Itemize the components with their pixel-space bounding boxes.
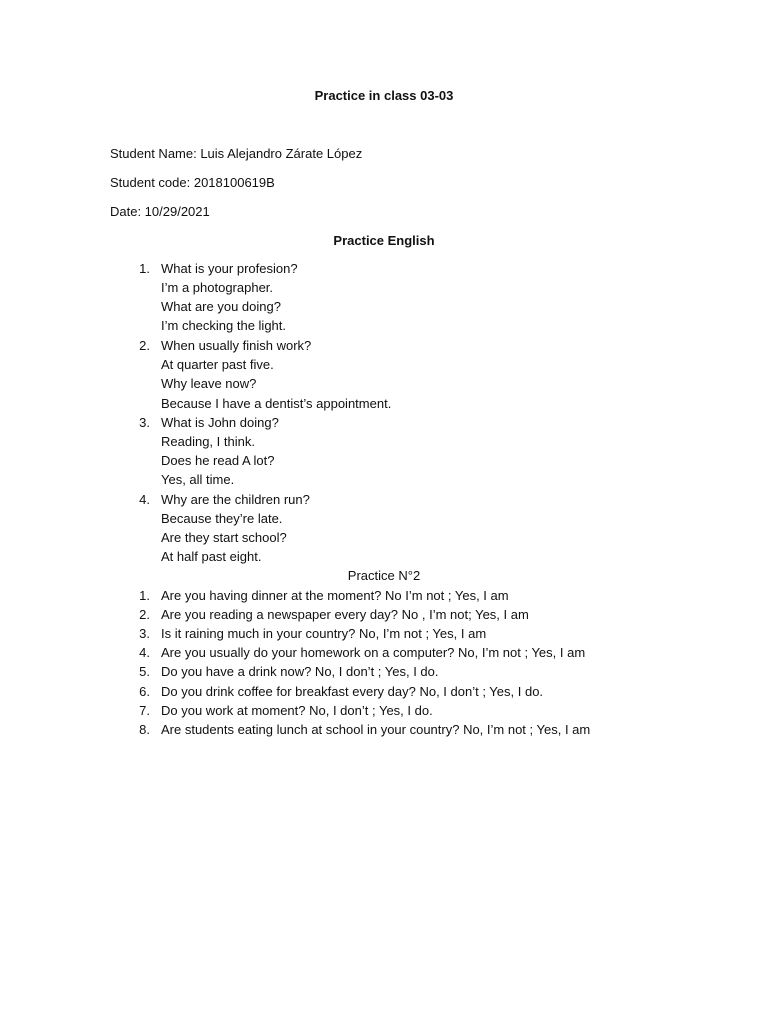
item-line: At half past eight. <box>161 549 262 564</box>
student-name-line: Student Name: Luis Alejandro Zárate López <box>110 146 363 161</box>
item-number: 3. <box>139 626 150 641</box>
item-line: I’m checking the light. <box>161 318 287 333</box>
item-number: 4. <box>139 645 150 660</box>
item-number: 1. <box>139 261 150 276</box>
item-line: Are they start school? <box>161 530 287 545</box>
item-line: Why leave now? <box>161 376 257 391</box>
item-line: Reading, I think. <box>161 434 255 449</box>
item-number: 3. <box>139 415 150 430</box>
item-text: Is it raining much in your country? No, I’m not ; Yes, I am <box>161 626 487 641</box>
item-line: Yes, all time. <box>161 472 235 487</box>
item-number: 1. <box>139 588 150 603</box>
item-number: 2. <box>139 607 150 622</box>
item-text: Do you work at moment? No, I don’t ; Yes, I do. <box>161 703 433 718</box>
item-line: What is John doing? <box>161 415 279 430</box>
item-number: 5. <box>139 664 150 679</box>
item-line: What are you doing? <box>161 299 281 314</box>
student-code-line: Student code: 2018100619B <box>110 175 275 190</box>
item-line: Because I have a dentist’s appointment. <box>161 396 392 411</box>
item-text: Do you have a drink now? No, I don’t ; Yes, I do. <box>161 664 439 679</box>
item-line: Does he read A lot? <box>161 453 275 468</box>
item-number: 7. <box>139 703 150 718</box>
item-line: At quarter past five. <box>161 357 274 372</box>
item-line: I’m a photographer. <box>161 280 274 295</box>
item-text: Are students eating lunch at school in your country? No, I’m not ; Yes, I am <box>161 722 591 737</box>
section1-heading: Practice English <box>333 233 435 248</box>
item-text: Are you having dinner at the moment? No I’m not ; Yes, I am <box>161 588 509 603</box>
item-line: Because they’re late. <box>161 511 283 526</box>
item-text: Are you reading a newspaper every day? No , I’m not; Yes, I am <box>161 607 529 622</box>
item-line: Why are the children run? <box>161 492 310 507</box>
section2-heading: Practice N°2 <box>347 568 421 583</box>
item-number: 6. <box>139 684 150 699</box>
item-text: Are you usually do your homework on a computer? No, I’m not ; Yes, I am <box>161 645 586 660</box>
item-number: 4. <box>139 492 150 507</box>
item-line: What is your profesion? <box>161 261 298 276</box>
document-title: Practice in class 03-03 <box>314 88 454 103</box>
item-line: When usually finish work? <box>161 338 312 353</box>
date-line: Date: 10/29/2021 <box>110 204 210 219</box>
item-number: 8. <box>139 722 150 737</box>
item-text: Do you drink coffee for breakfast every day? No, I don’t ; Yes, I do. <box>161 684 544 699</box>
item-number: 2. <box>139 338 150 353</box>
